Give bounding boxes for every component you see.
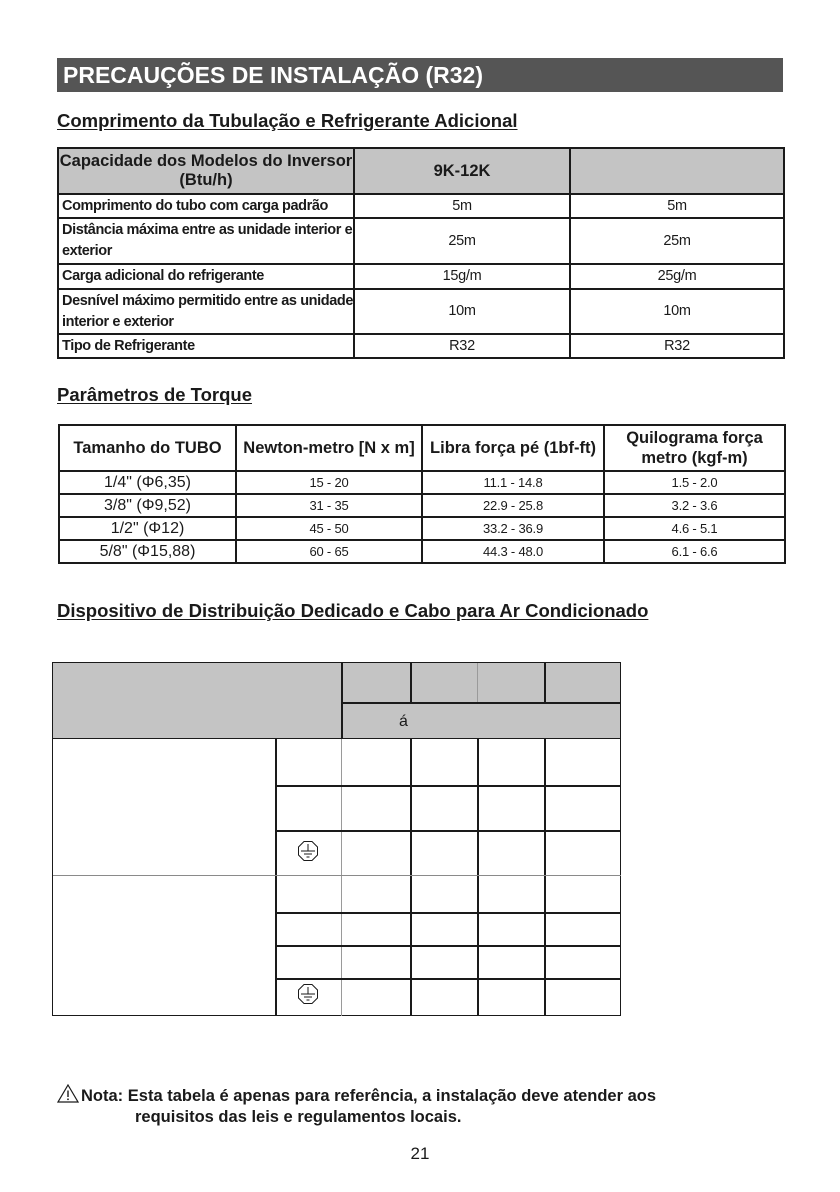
- divider: [477, 739, 479, 1016]
- pipe-length-table: [57, 147, 785, 359]
- row-label: Comprimento do tubo com carga padrão: [58, 194, 354, 218]
- divider: [341, 739, 342, 1016]
- section-heading-pipe-length: Comprimento da Tubulação e Refrigerante Adicional: [57, 110, 518, 131]
- section-heading-torque: Parâmetros de Torque: [57, 384, 252, 405]
- cell-kgf-m: 6.1 - 6.6: [604, 540, 785, 563]
- header-pipe-size: Tamanho do TUBO: [59, 425, 236, 471]
- row-value: R32: [570, 334, 784, 358]
- divider: [544, 739, 546, 1016]
- table-row: [58, 194, 784, 218]
- cell-nm: 45 - 50: [236, 517, 422, 540]
- cell-pipe-size: 1/2" (Φ12): [59, 517, 236, 540]
- table-row: [58, 218, 784, 264]
- cell-nm: 60 - 65: [236, 540, 422, 563]
- header-subrow-text: á: [399, 713, 408, 730]
- cell-kgf-m: 4.6 - 5.1: [604, 517, 785, 540]
- divider: [275, 945, 621, 947]
- divider: [341, 702, 621, 704]
- row-label: Carga adicional do refrigerante: [58, 264, 354, 289]
- cell-kgf-m: 1.5 - 2.0: [604, 471, 785, 494]
- cell-pipe-size: 3/8" (Φ9,52): [59, 494, 236, 517]
- header-newton-meter: Newton-metro [N x m]: [236, 425, 422, 471]
- page-number: 21: [410, 1144, 430, 1163]
- row-value: 10m: [354, 289, 570, 334]
- warning-triangle-icon: [57, 1084, 79, 1103]
- header-capacity: Capacidade dos Modelos do Inversor (Btu/h): [58, 148, 354, 194]
- cell-nm: 31 - 35: [236, 494, 422, 517]
- table-header: [53, 663, 620, 739]
- cell-lbf-ft: 22.9 - 25.8: [422, 494, 604, 517]
- table-row: [58, 264, 784, 289]
- divider: [275, 785, 621, 787]
- note-text-line2: requisitos das leis e regulamentos locais.: [135, 1108, 462, 1126]
- header-pound-force-foot: Libra força pé (1bf-ft): [422, 425, 604, 471]
- row-value: 25m: [354, 218, 570, 264]
- torque-table: [58, 424, 786, 564]
- distribution-cable-table: [52, 662, 621, 1016]
- cell-kgf-m: 3.2 - 3.6: [604, 494, 785, 517]
- ground-symbol-icon: [297, 983, 319, 1005]
- table-row: [58, 334, 784, 358]
- row-label: Desnível máximo permitido entre as unidade interior e exterior: [58, 289, 354, 334]
- divider: [341, 663, 343, 739]
- table-row: [58, 289, 784, 334]
- cell-lbf-ft: 44.3 - 48.0: [422, 540, 604, 563]
- cell-nm: 15 - 20: [236, 471, 422, 494]
- cell-lbf-ft: 11.1 - 14.8: [422, 471, 604, 494]
- row-value: 25g/m: [570, 264, 784, 289]
- divider: [410, 663, 412, 703]
- page-title: PRECAUÇÕES DE INSTALAÇÃO (R32): [57, 58, 783, 92]
- divider: [544, 663, 546, 703]
- note-text-line1: Esta tabela é apenas para referência, a instalação deve atender aos: [127, 1087, 657, 1105]
- note: [57, 1084, 656, 1108]
- divider: [477, 663, 478, 703]
- note-label: Nota:: [81, 1087, 124, 1105]
- row-label: Tipo de Refrigerante: [58, 334, 354, 358]
- row-value: 5m: [354, 194, 570, 218]
- section-heading-distribution-device: Dispositivo de Distribuição Dedicado e Cabo para Ar Condicionado: [57, 600, 649, 621]
- divider: [410, 739, 412, 1016]
- cell-pipe-size: 5/8" (Φ15,88): [59, 540, 236, 563]
- header-9k-12k: 9K-12K: [354, 148, 570, 194]
- cell-pipe-size: 1/4" (Φ6,35): [59, 471, 236, 494]
- divider: [53, 875, 621, 876]
- row-value: R32: [354, 334, 570, 358]
- table-row: [59, 540, 785, 563]
- cell-lbf-ft: 33.2 - 36.9: [422, 517, 604, 540]
- row-value: 15g/m: [354, 264, 570, 289]
- table-row: [59, 471, 785, 494]
- row-label: Distância máxima entre as unidade interior e exterior: [58, 218, 354, 264]
- table-row: [59, 494, 785, 517]
- header-blank: [570, 148, 784, 194]
- divider: [275, 739, 277, 1016]
- divider: [275, 978, 621, 980]
- table-row: [59, 517, 785, 540]
- row-value: 25m: [570, 218, 784, 264]
- header-kgf-meter: Quilograma força metro (kgf-m): [604, 425, 785, 471]
- ground-symbol-icon: [297, 840, 319, 862]
- row-value: 10m: [570, 289, 784, 334]
- table-header-row: [58, 148, 784, 194]
- divider: [275, 830, 621, 832]
- table-header-row: [59, 425, 785, 471]
- divider: [275, 912, 621, 914]
- row-value: 5m: [570, 194, 784, 218]
